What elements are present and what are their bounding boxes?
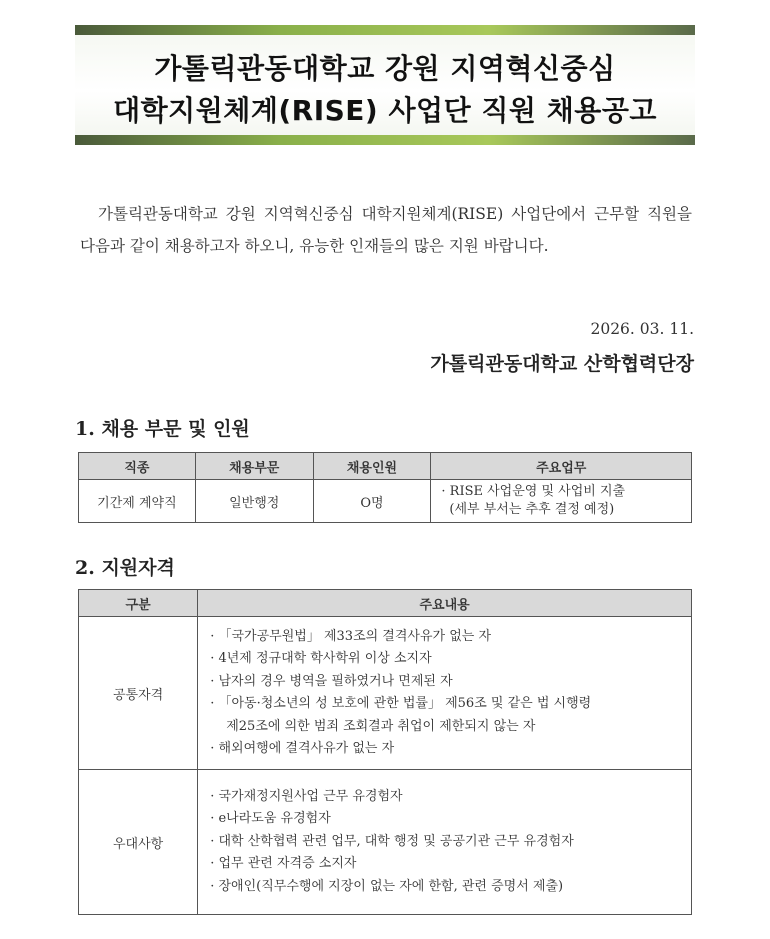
list-item: · 남자의 경우 병역을 필하였거나 면제된 자	[210, 673, 453, 689]
table-header-row	[79, 453, 692, 480]
header-category: 구분	[79, 590, 198, 617]
list-item: · 해외여행에 결격사유가 없는 자	[210, 741, 395, 756]
cell-division: 일반행정	[195, 480, 313, 523]
cell-job-type: 기간제 계약직	[79, 480, 196, 523]
common-qualification-label: 공통자격	[79, 617, 198, 770]
list-item: · 「국가공무원법」 제33조의 결격사유가 없는 자	[210, 628, 492, 644]
title-line-2: 대학지원체계(RISE) 사업단 직원 채용공고	[113, 94, 657, 127]
intro-paragraph: 가톨릭관동대학교 강원 지역혁신중심 대학지원체계(RISE) 사업단에서 근무할 직원을 다음과 같이 채용하고자 하오니, 유능한 인재들의 많은 지원 바랍니다.	[80, 205, 692, 255]
title-top-bar	[75, 25, 695, 35]
header-duty: 주요업무	[431, 453, 692, 480]
common-qualification-items	[198, 617, 692, 770]
header-count: 채용인원	[313, 453, 431, 480]
header-content: 주요내용	[198, 590, 692, 617]
section1-heading: 1. 채용 부문 및 인원	[75, 418, 250, 440]
preferred-items	[198, 770, 692, 915]
list-item: · e나라도움 유경험자	[210, 811, 331, 827]
list-item: · 국가재정지원사업 근무 유경험자	[210, 788, 403, 804]
title-bottom-bar	[75, 135, 695, 145]
list-item: · 업무 관련 자격증 소지자	[210, 856, 357, 872]
header-job-type: 직종	[79, 453, 196, 480]
cell-count: O명	[313, 480, 431, 523]
title-line-1: 가톨릭관동대학교 강원 지역혁신중심	[154, 52, 616, 85]
title-banner	[75, 25, 695, 145]
preferred-label: 우대사항	[79, 770, 198, 915]
header-division: 채용부문	[195, 453, 313, 480]
list-item: · 4년제 정규대학 학사학위 이상 소지자	[210, 651, 432, 666]
list-item: · 장애인(직무수행에 지장이 없는 자에 한함, 관련 증명서 제출)	[210, 878, 564, 894]
table-row	[79, 480, 692, 523]
qualification-table	[78, 589, 692, 915]
duty-line-1: · RISE 사업운영 및 사업비 지출	[441, 484, 626, 499]
table-row	[79, 617, 692, 770]
section2-heading: 2. 지원자격	[75, 557, 175, 579]
recruitment-table	[78, 452, 692, 523]
table-header-row	[79, 590, 692, 617]
announcement-date: 2026. 03. 11.	[590, 320, 694, 338]
list-item: · 대학 산학협력 관련 업무, 대학 행정 및 공공기관 근무 유경험자	[210, 833, 574, 849]
list-item: · 「아동·청소년의 성 보호에 관한 법률」 제56조 및 같은 법 시행령	[210, 696, 592, 711]
table-row	[79, 770, 692, 915]
duty-line-2: (세부 부서는 추후 결정 예정)	[449, 502, 615, 517]
list-item: 제25조에 의한 범죄 조회결과 취업이 제한되지 않는 자	[226, 718, 536, 734]
issuer: 가톨릭관동대학교 산학협력단장	[430, 353, 694, 375]
cell-duty	[431, 480, 692, 523]
